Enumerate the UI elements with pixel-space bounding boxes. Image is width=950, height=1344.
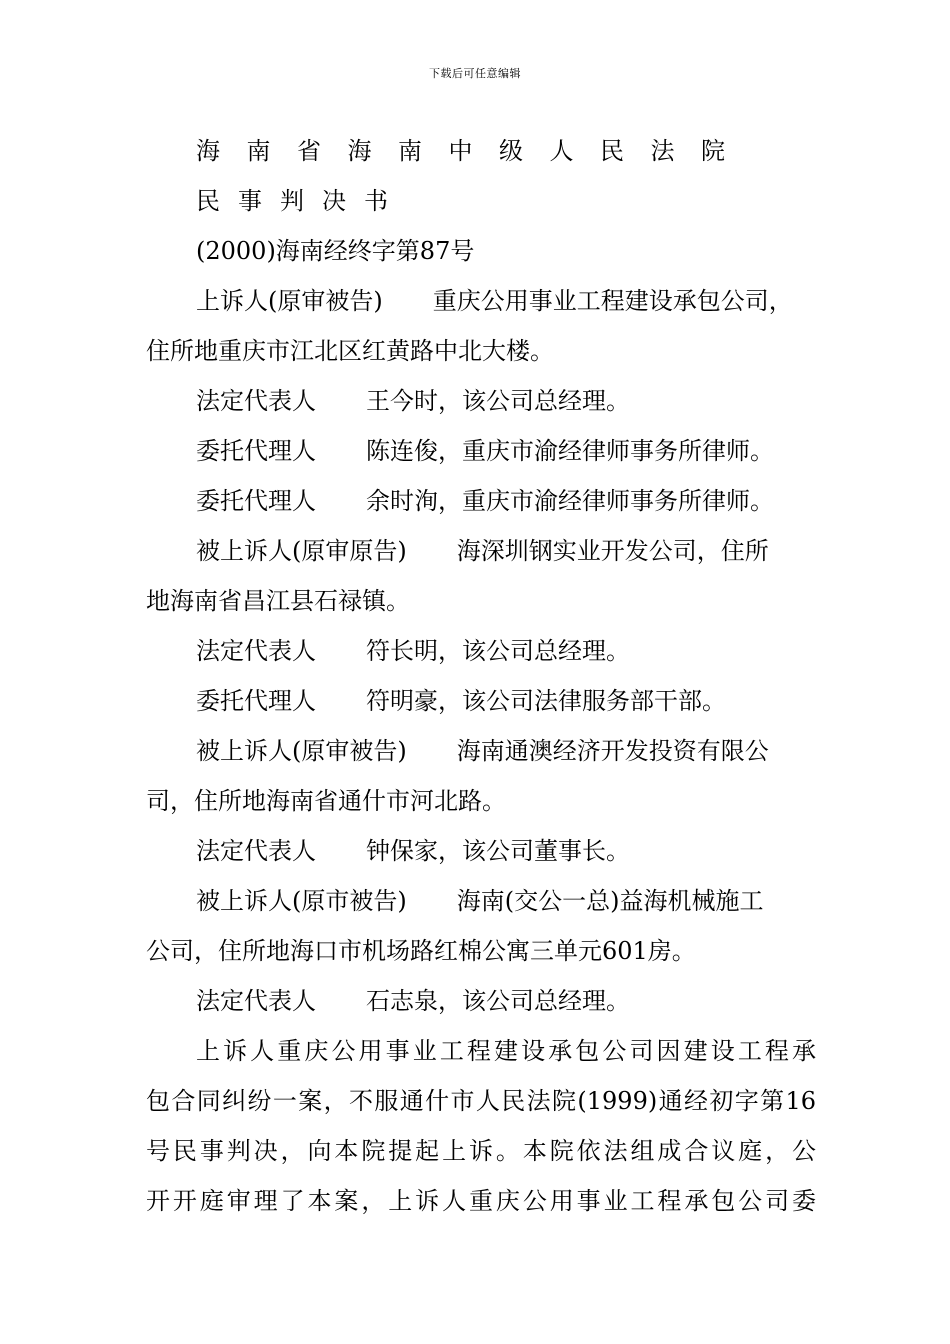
party-label: 委托代理人 xyxy=(196,487,316,515)
appellant-line xyxy=(146,276,816,326)
body-paragraph-line: 上诉人重庆公用事业工程建设承包公司因建设工程承 xyxy=(196,1037,816,1065)
party-text: 钟保家，该公司董事长。 xyxy=(366,837,630,865)
agent-line xyxy=(146,476,816,526)
appellee-line xyxy=(146,876,816,926)
representative-line xyxy=(146,826,816,876)
party-text: 符明豪，该公司法律服务部干部。 xyxy=(366,687,726,715)
party-text: 王今时，该公司总经理。 xyxy=(366,387,630,415)
party-label: 被上诉人(原审原告) xyxy=(196,537,407,565)
party-text: 陈连俊，重庆市渝经律师事务所律师。 xyxy=(366,437,774,465)
party-text: 海深圳钢实业开发公司，住所 xyxy=(456,537,769,565)
party-label: 委托代理人 xyxy=(196,437,316,465)
body-paragraph-line: 包合同纠纷一案，不服通什市人民法院(1999)通经初字第16 xyxy=(146,1087,816,1115)
appellee-line xyxy=(146,726,816,776)
judgment-document xyxy=(146,126,816,1226)
representative-line xyxy=(146,626,816,676)
appellee-address: 地海南省昌江县石禄镇。 xyxy=(146,587,410,615)
representative-line xyxy=(146,376,816,426)
party-text: 重庆公用事业工程建设承包公司， xyxy=(432,287,793,315)
case-number: (2000)海南经终字第87号 xyxy=(196,237,475,265)
appellant-address: 住所地重庆市江北区红黄路中北大楼。 xyxy=(146,337,554,365)
party-label: 被上诉人(原市被告) xyxy=(196,887,407,915)
party-label: 法定代表人 xyxy=(196,837,316,865)
party-text: 海南通澳经济开发投资有限公 xyxy=(456,737,769,765)
court-name: 海南省海南中级人民法院 xyxy=(196,137,752,165)
party-label: 法定代表人 xyxy=(196,387,316,415)
agent-line xyxy=(146,426,816,476)
party-label: 法定代表人 xyxy=(196,637,316,665)
party-text: 海南(交公一总)益海机械施工 xyxy=(456,887,764,915)
party-text: 符长明，该公司总经理。 xyxy=(366,637,630,665)
party-label: 被上诉人(原审被告) xyxy=(196,737,407,765)
header-note: 下载后可任意编辑 xyxy=(429,67,521,80)
representative-line xyxy=(146,976,816,1026)
party-label: 上诉人(原审被告) xyxy=(196,287,383,315)
party-text: 余时洵，重庆市渝经律师事务所律师。 xyxy=(366,487,774,515)
body-paragraph-line: 号民事判决，向本院提起上诉。本院依法组成合议庭，公 xyxy=(146,1137,816,1165)
appellee-address: 公司，住所地海口市机场路红棉公寓三单元601房。 xyxy=(146,937,696,965)
appellee-address: 司，住所地海南省通什市河北路。 xyxy=(146,787,506,815)
appellee-line xyxy=(146,526,816,576)
agent-line xyxy=(146,676,816,726)
document-type: 民事判决书 xyxy=(196,187,406,215)
party-text: 石志泉，该公司总经理。 xyxy=(366,987,630,1015)
body-paragraph-line: 开开庭审理了本案，上诉人重庆公用事业工程承包公司委 xyxy=(146,1187,816,1215)
party-label: 委托代理人 xyxy=(196,687,316,715)
party-label: 法定代表人 xyxy=(196,987,316,1015)
